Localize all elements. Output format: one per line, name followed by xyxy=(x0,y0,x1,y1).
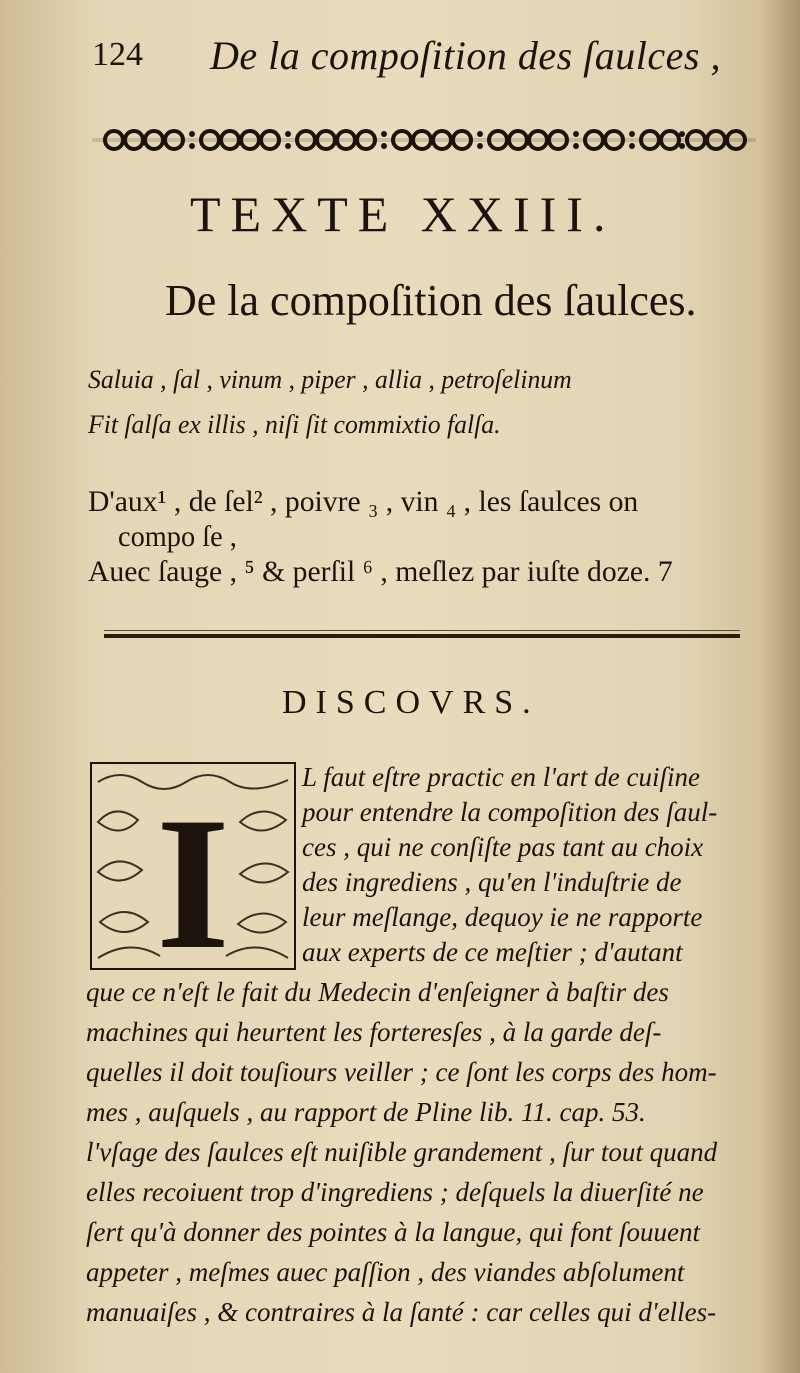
section-title: De la compoſition des ſaulces. xyxy=(165,276,697,325)
french-verse-line: Auec ſauge , ⁵ & perſil ⁶ , meſlez par iuſte doze. 7 xyxy=(88,555,673,588)
divider-rule xyxy=(104,634,740,638)
page-edge-shadow xyxy=(760,0,800,1373)
body-line: leur meſlange, dequoy ie ne rapporte xyxy=(302,902,703,932)
body-line: elles recoiuent trop d'ingrediens ; deſquels la diuerſité ne xyxy=(86,1177,704,1207)
body-line: aux experts de ce meſtier ; d'autant xyxy=(302,937,683,967)
running-title: De la compoſition des ſaulces , xyxy=(210,33,721,78)
dropcap-letter: I xyxy=(156,779,230,970)
divider-thin xyxy=(104,630,740,631)
body-line: ſert qu'à donner des pointes à la langue, qui font ſouuent xyxy=(86,1217,700,1247)
body-line: ces , qui ne conſiſte pas tant au choix xyxy=(302,832,704,862)
body-line: machines qui heurtent les forteresſes , à la garde deſ- xyxy=(86,1017,662,1047)
decorated-initial-icon xyxy=(90,762,296,970)
body-line: des ingrediens , qu'en l'induſtrie de xyxy=(302,867,682,897)
fleuron-ornament-icon xyxy=(92,118,756,162)
latin-verse-line: Saluia , ſal , vinum , piper , allia , petroſelinum xyxy=(88,365,572,394)
body-line: que ce n'eſt le fait du Medecin d'enſeigner à baſtir des xyxy=(86,977,669,1007)
page-number: 124 xyxy=(92,36,143,73)
body-line: L faut eſtre practic en l'art de cuiſine xyxy=(302,762,700,792)
french-verse-line: compo ſe , xyxy=(118,520,237,553)
body-line: appeter , meſmes auec paſſion , des viandes abſolument xyxy=(86,1257,685,1287)
body-line: quelles il doit touſiours veiller ; ce ſont les corps des hom- xyxy=(86,1057,717,1087)
body-line: pour entendre la compoſition des ſaul- xyxy=(302,797,718,827)
discours-heading: DISCOVRS. xyxy=(282,684,540,721)
running-head xyxy=(92,28,732,88)
body-line: l'vſage des ſaulces eſt nuiſible grandement , ſur tout quand xyxy=(86,1137,718,1167)
body-line: mes , auſquels , au rapport de Pline lib. 11. cap. 53. xyxy=(86,1097,646,1127)
section-heading: TEXTE XXIII. xyxy=(190,186,616,242)
body-line: manuaiſes , & contraires à la ſanté : car celles qui d'elles- xyxy=(86,1297,717,1327)
latin-verse-line: Fit ſalſa ex illis , niſi ſit commixtio falſa. xyxy=(88,410,501,439)
french-verse-line: D'aux¹ , de ſel² , poivre ₃ , vin ₄ , les ſaulces on xyxy=(88,485,639,518)
